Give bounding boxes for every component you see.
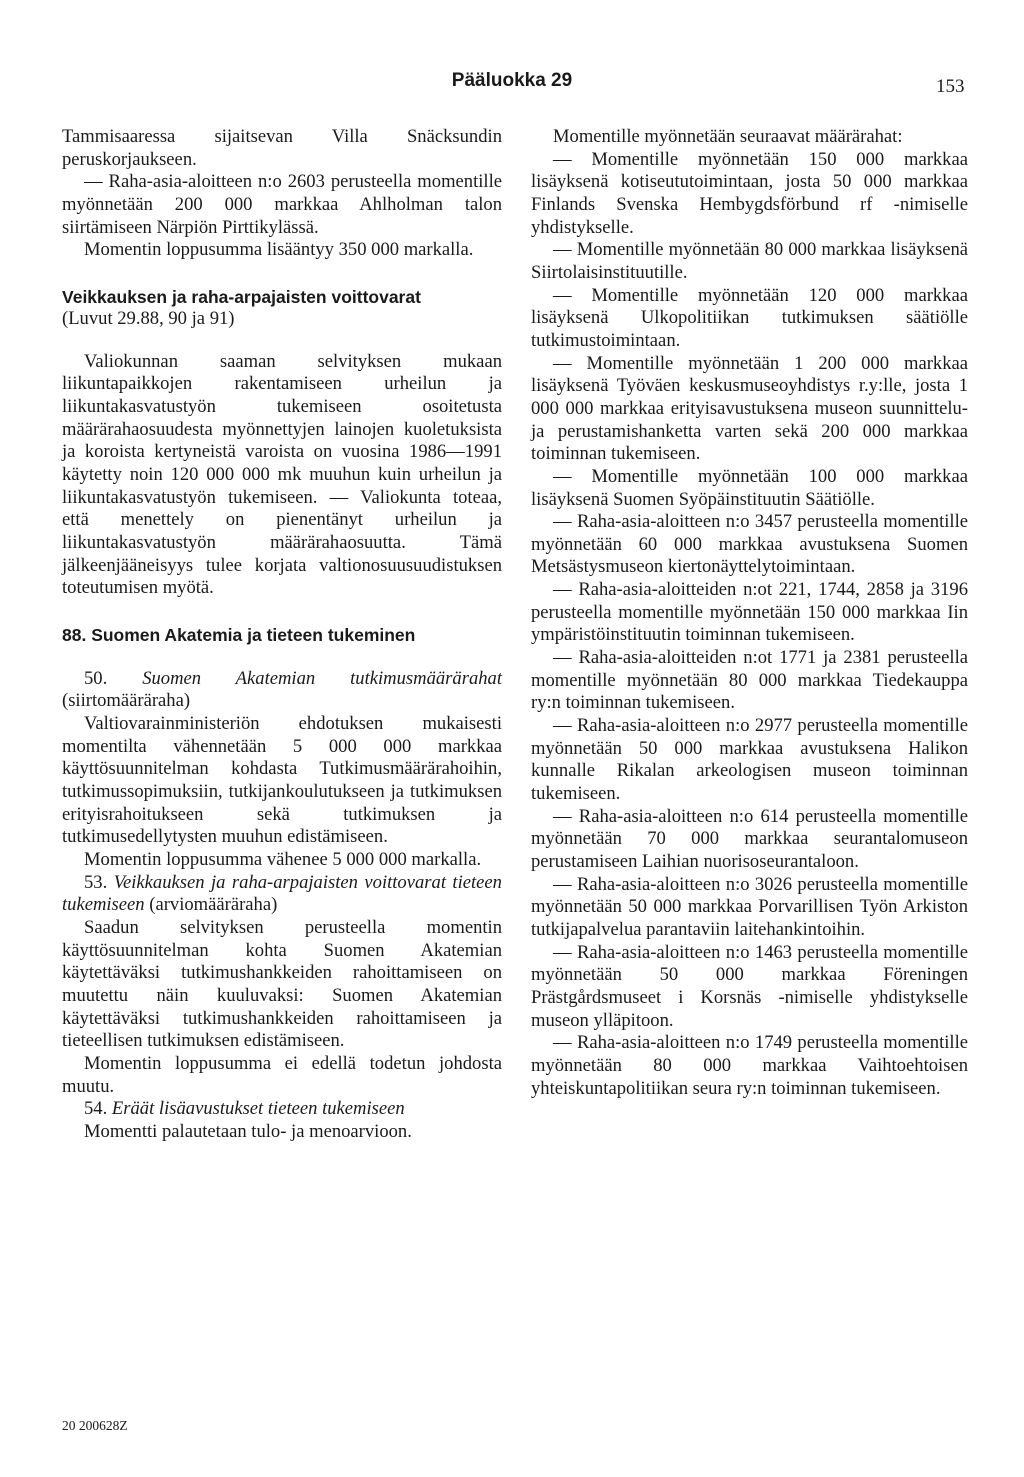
paragraph: — Raha-asia-aloitteen n:o 2977 perusteella momentille myönnetään 50 000 markkaa avustuksena Halikon kunnalle Rikalan arkeologisen museon toiminnan tukemiseen. xyxy=(531,715,968,805)
section-subheading: (Luvut 29.88, 90 ja 91) xyxy=(62,307,235,329)
paragraph: Momentin loppusumma lisääntyy 350 000 markalla. xyxy=(84,239,474,261)
paragraph: — Raha-asia-aloitteen n:o 1749 perusteella momentille myönnetään 80 000 markkaa Vaihtoehtoisen yhteiskuntapolitiikan seura ry:n toiminnan tukemiseen. xyxy=(531,1032,968,1099)
paragraph: Valiokunnan saaman selvityksen mukaan liikuntapaikkojen rakentamiseen urheilun ja liikuntakasvatustyön tukemiseen osoitetusta määrärahaosuudesta myönnettyjen lainojen kuoletuksista ja koroista kertyneistä varoista on vuosina 1986—1991 käytetty noin 120 000 000 mk muuhun kuin urheilun ja liikuntakasvatustyön tukemiseen. — Valiokunta toteaa, että menettely on pienentänyt urheilun ja liikuntakasvatustyön määrärahaosuutta. Tämä jälkeenjääneisyys tulee korjata valtionosuusuudistuksen toteutumisen myötä. xyxy=(62,350,502,599)
paragraph: Momentin loppusumma vähenee 5 000 000 markalla. xyxy=(84,849,482,871)
section-heading-88: 88. Suomen Akatemia ja tieteen tukeminen xyxy=(62,624,416,645)
moment-number: 53. xyxy=(84,871,108,893)
moment-type: (arviomääräraha) xyxy=(149,894,278,916)
paragraph: Momentin loppusumma ei edellä todetun johdosta muutu. xyxy=(62,1052,502,1097)
paragraph: — Raha-asia-aloitteiden n:ot 1771 ja 2381 perusteella momentille myönnetään 80 000 markkaa Tiedekauppa ry:n toiminnan tukemiseen. xyxy=(531,647,968,714)
moment-title: Suomen Akatemian tutkimusmäärärahat xyxy=(142,667,502,689)
paragraph: Saadun selvityksen perusteella momentin käyttösuunnitelman kohta Suomen Akatemian käytettäväksi tutkimushankkeiden rahoittamiseen on muutettu näin kuuluvaksi: Suomen Akatemian käytettäväksi tutkimushankkeiden rahoittamiseen ja tieteellisen tutkimuksen edistämiseen. xyxy=(62,917,502,1052)
paragraph: — Raha-asia-aloitteen n:o 614 perusteella momentille myönnetään 70 000 markkaa seurantalomuseon perustamiseen Laihian nuorisoseurantaloon. xyxy=(531,805,968,872)
paragraph: — Raha-asia-aloitteiden n:ot 221, 1744, 2858 ja 3196 perusteella momentille myönnetään 150 000 markkaa Iin ympäristöinstituutin toiminnan tukemiseen. xyxy=(531,579,968,646)
paragraph: — Raha-asia-aloitteen n:o 2603 perusteella momentille myönnetään 200 000 markkaa Ahlholman talon siirtämiseen Närpiön Pirttikylässä. xyxy=(62,171,502,238)
paragraph: Momentti palautetaan tulo- ja menoarvioon. xyxy=(84,1120,412,1142)
right-column xyxy=(531,126,968,1100)
paragraph: — Momentille myönnetään 1 200 000 markkaa lisäyksenä Työväen keskusmuseoyhdistys r.y:lle, josta 1 000 000 markkaa erityisavustuksena museon suunnittelu- ja perustamishanketta varten sekä 200 000 markkaa toiminnan tukemiseen. xyxy=(531,352,968,465)
moment-number: 54. xyxy=(84,1098,108,1120)
moment-number: 50. xyxy=(84,667,108,689)
section-heading-veikkaus: Veikkauksen ja raha-arpajaisten voittovarat xyxy=(62,286,421,307)
paragraph: — Momentille myönnetään 120 000 markkaa lisäyksenä Ulkopolitiikan tutkimuksen säätiölle tutkimustoimintaan. xyxy=(531,284,968,351)
moment-heading-54 xyxy=(62,1098,502,1121)
paragraph: — Momentille myönnetään 150 000 markkaa lisäyksenä kotiseututoimintaan, josta 50 000 markkaa Finlands Svenska Hembygdsförbund rf -nimiselle yhdistykselle. xyxy=(531,148,968,238)
moment-heading-50 xyxy=(62,668,502,713)
footer-print-code: 20 200628Z xyxy=(62,1418,128,1433)
paragraph: Tammisaaressa sijaitsevan Villa Snäcksundin peruskorjaukseen. xyxy=(62,126,502,170)
paragraph: — Momentille myönnetään 100 000 markkaa lisäyksenä Suomen Syöpäinstituutin Säätiölle. xyxy=(531,465,968,510)
moment-title: Veikkauksen ja raha-arpajaisten voittovarat tieteen tukemiseen xyxy=(62,871,502,916)
paragraph: — Raha-asia-aloitteen n:o 3457 perusteella momentille myönnetään 60 000 markkaa avustuksena Suomen Metsästysmuseon kiertonäyttelytoimintaan. xyxy=(531,511,968,578)
moment-type: (siirtomääräraha) xyxy=(62,690,191,712)
left-column xyxy=(62,126,502,1144)
page-number: 153 xyxy=(936,76,965,97)
paragraph: Valtiovarainministeriön ehdotuksen mukaisesti momentilta vähennetään 5 000 000 markkaa käyttösuunnitelman kohdasta Tutkimusmäärärahoihin, tutkimussopimuksiin, tutkijankoulutukseen ja tutkimuksen erityisrahoitukseen sekä tutkimuksen ja tutkimusedellytysten muuhun edistämiseen. xyxy=(62,713,502,848)
paragraph: Momentille myönnetään seuraavat määrärahat: xyxy=(553,126,903,147)
moment-title: Eräät lisäavustukset tieteen tukemiseen xyxy=(111,1098,405,1120)
paragraph: — Momentille myönnetään 80 000 markkaa lisäyksenä Siirtolaisinstituutille. xyxy=(531,239,968,283)
moment-heading-53 xyxy=(62,872,502,917)
paragraph: — Raha-asia-aloitteen n:o 1463 perusteella momentille myönnetään 50 000 markkaa Föreningen Prästgårdsmuseet i Korsnäs -nimiselle yhdistykselle museon ylläpitoon. xyxy=(531,941,968,1031)
page-header-title: Pääluokka 29 xyxy=(451,70,573,91)
paragraph: — Raha-asia-aloitteen n:o 3026 perusteella momentille myönnetään 50 000 markkaa Porvarillisen Työn Arkiston tutkijapalvelua parantaviin laitehankintoihin. xyxy=(531,873,968,940)
